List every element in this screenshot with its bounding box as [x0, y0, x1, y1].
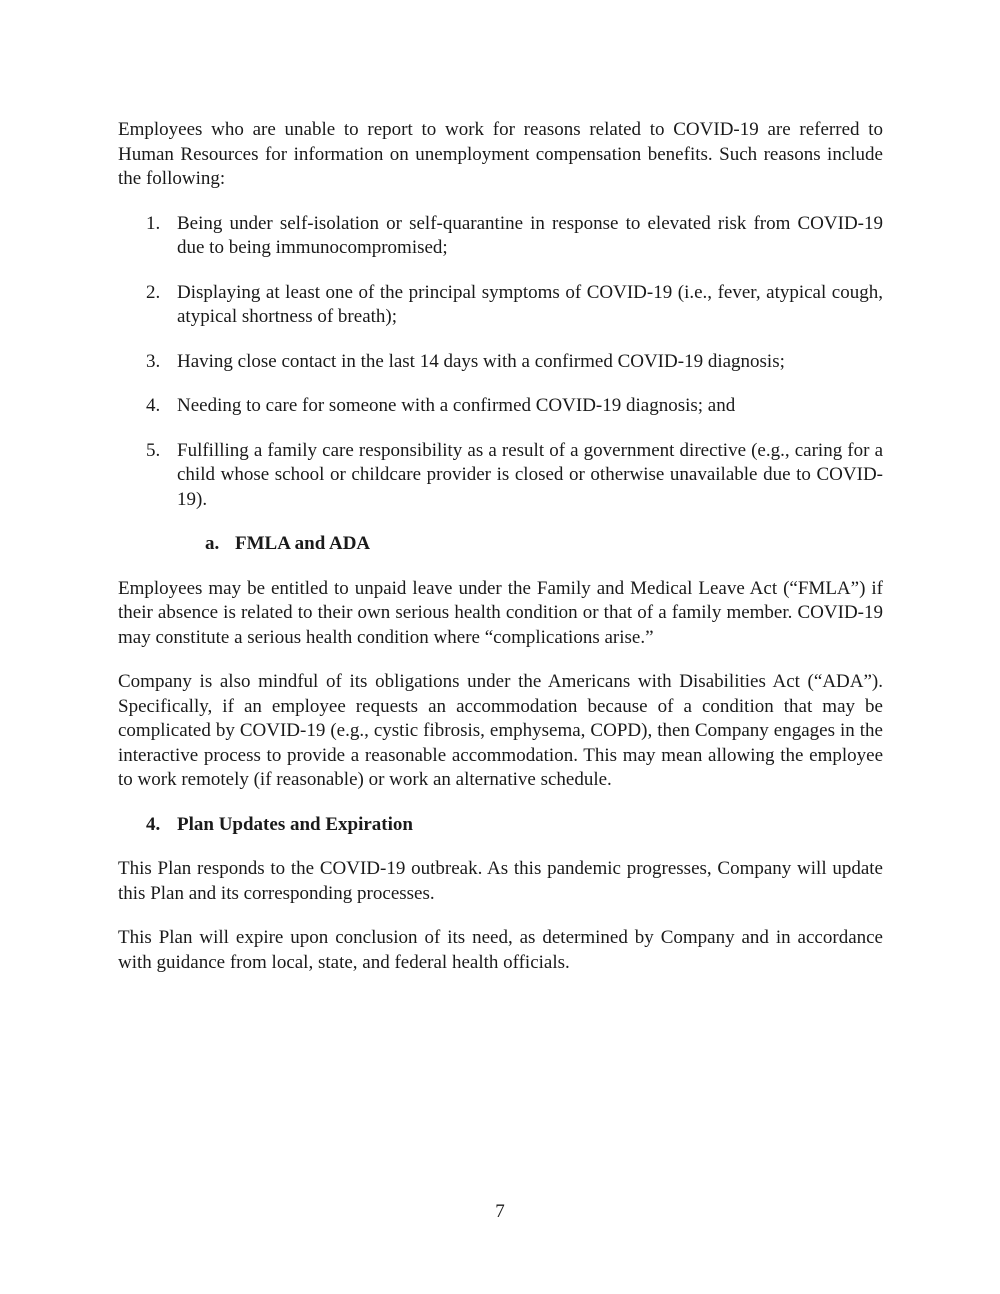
section-title: Plan Updates and Expiration: [177, 813, 413, 835]
plan-expiration-paragraph: This Plan will expire upon conclusion of its need, as determined by Company and in accordance with guidance from local, state, and federal health officials.: [118, 927, 883, 973]
subsection-marker: a.: [205, 533, 220, 554]
list-item-text: Needing to care for someone with a confirmed COVID-19 diagnosis; and: [177, 395, 736, 416]
list-item-number: 5.: [146, 439, 161, 461]
reasons-list: [118, 212, 883, 513]
subsection-title: FMLA and ADA: [235, 533, 371, 554]
plan-updates-paragraph: This Plan responds to the COVID-19 outbreak. As this pandemic progresses, Company will update this Plan and its corresponding processes.: [118, 858, 883, 904]
list-item-number: 3.: [146, 350, 161, 372]
list-item: [118, 350, 883, 375]
list-item-text: Having close contact in the last 14 days with a confirmed COVID-19 diagnosis;: [177, 350, 785, 372]
list-item: [118, 394, 883, 419]
list-item-number: 2.: [146, 281, 161, 303]
ada-paragraph: Company is also mindful of its obligations under the Americans with Disabilities Act (“ADA”). Specifically, if an employee requests an accommodation because of a condition that may be complicated by COVID-19 (e.g., cystic fibrosis, emphysema, COPD), then Company engages in the interactive process to provide a reasonable accommodation. This may mean allowing the employee to work remotely (if reasonable) or work an alternative schedule.: [118, 671, 883, 790]
section-marker: 4.: [146, 813, 161, 835]
intro-paragraph: Employees who are unable to report to work for reasons related to COVID-19 are referred to Human Resources for information on unemployment compensation benefits. Such reasons include the following:: [118, 119, 883, 189]
list-item: [118, 212, 883, 261]
list-item: [118, 439, 883, 513]
fmla-paragraph: Employees may be entitled to unpaid leave under the Family and Medical Leave Act (“FMLA”) if their absence is related to their own serious health condition or that of a family member. COVID-19 may constitute a serious health condition where “complications arise.”: [118, 577, 883, 648]
document-page: [118, 118, 883, 995]
list-item: [118, 281, 883, 330]
plan-updates-heading: [146, 813, 883, 838]
list-item-text: Being under self-isolation or self-quarantine in response to elevated risk from COVID-19 due to being immunocompromised;: [177, 212, 883, 258]
list-item-number: 4.: [146, 395, 161, 416]
page-number: 7: [495, 1201, 505, 1222]
list-item-text: Displaying at least one of the principal symptoms of COVID-19 (i.e., fever, atypical cough, atypical shortness of breath);: [177, 281, 883, 327]
list-item-number: 1.: [146, 212, 161, 234]
fmla-ada-heading: [205, 532, 883, 557]
list-item-text: Fulfilling a family care responsibility as a result of a government directive (e.g., caring for a child whose school or childcare provider is closed or otherwise unavailable due to COVID-19).: [177, 439, 883, 510]
